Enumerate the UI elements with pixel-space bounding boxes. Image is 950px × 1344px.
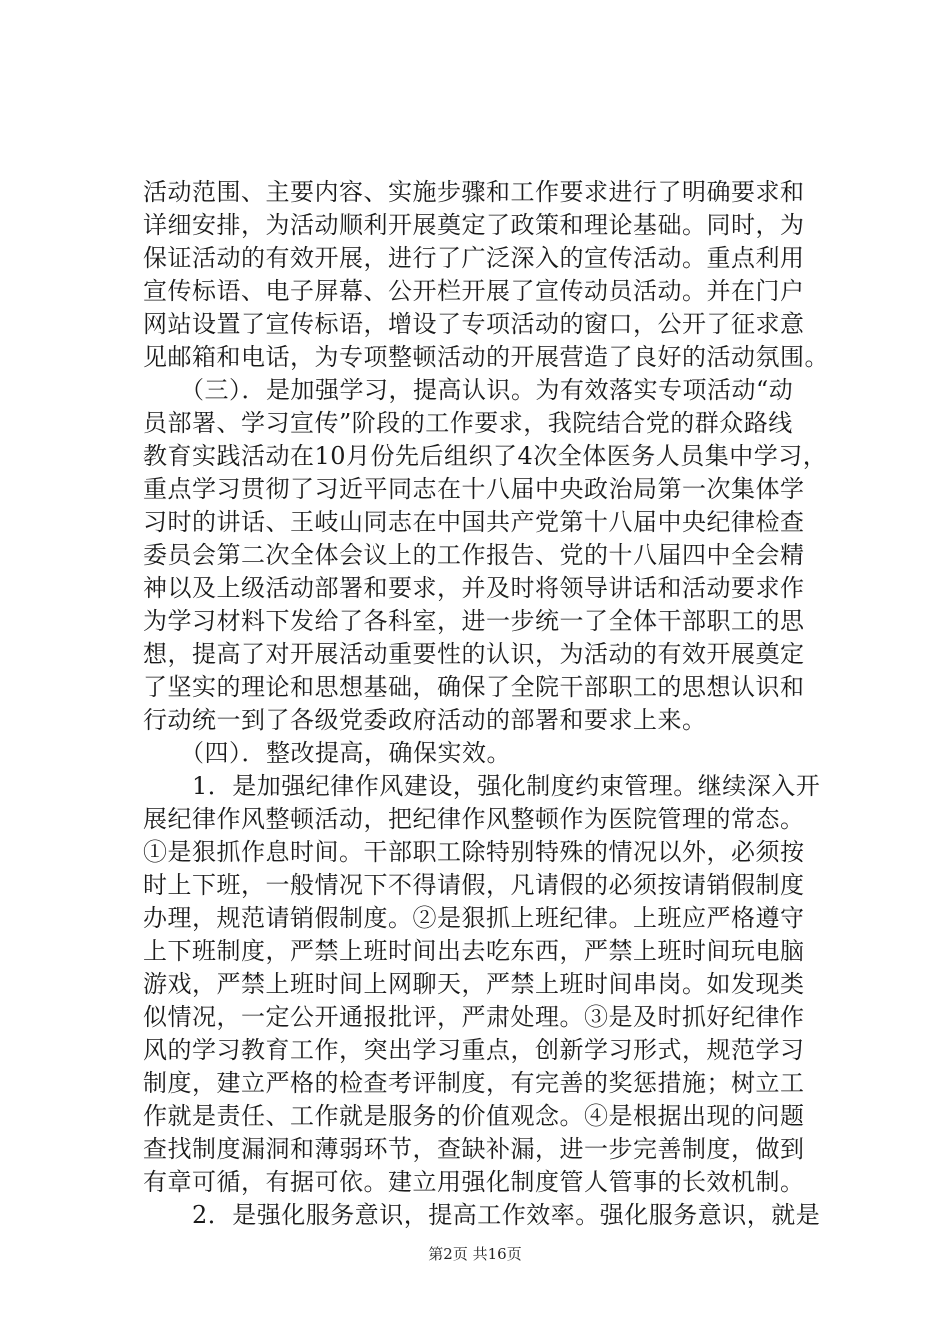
text-line: 习时的讲话、王岐山同志在中国共产党第十八届中央纪律检查 [143, 508, 805, 536]
text-line: 行动统一到了各级党委政府活动的部署和要求上来。 [143, 706, 707, 734]
text-line: 游戏，严禁上班时间上网聊天，严禁上班时间串岗。如发现类 [143, 970, 805, 998]
text-line: 1．是加强纪律作风建设，强化制度约束管理。继续深入开 [143, 772, 821, 800]
text-line: 上下班制度，严禁上班时间出去吃东西，严禁上班时间玩电脑 [143, 937, 805, 965]
text-line: 员部署、学习宣传”阶段的工作要求，我院结合党的群众路线 [143, 409, 793, 437]
page-footer [0, 1244, 950, 1264]
text-line: 宣传标语、电子屏幕、公开栏开展了宣传动员活动。并在门户 [143, 277, 805, 305]
text-line: 似情况，一定公开通报批评，严肃处理。③是及时抓好纪律作 [143, 1003, 805, 1031]
text-line: 神以及上级活动部署和要求，并及时将领导讲话和活动要求作 [143, 574, 805, 602]
paragraph-publicity [143, 176, 829, 374]
text-line: 重点学习贯彻了习近平同志在十八届中央政治局第一次集体学 [143, 475, 805, 503]
text-line: 办理，规范请销假制度。②是狠抓上班纪律。上班应严格遵守 [143, 904, 805, 932]
text-line: （四）．整改提高，确保实效。 [143, 739, 511, 767]
text-line: 风的学习教育工作，突出学习重点，创新学习形式，规范学习 [143, 1036, 805, 1064]
text-line: 查找制度漏洞和薄弱环节，查缺补漏，进一步完善制度，做到 [143, 1135, 805, 1163]
text-line: 教育实践活动在10月份先后组织了4次全体医务人员集中学习， [143, 442, 828, 470]
paragraph-study-and-rectification [143, 374, 828, 1232]
text-line: 想，提高了对开展活动重要性的认识，为活动的有效开展奠定 [143, 640, 805, 668]
text-line: 见邮箱和电话，为专项整顿活动的开展营造了良好的活动氛围。 [143, 343, 829, 371]
text-line: 活动范围、主要内容、实施步骤和工作要求进行了明确要求和 [143, 178, 805, 206]
text-line: 保证活动的有效开展，进行了广泛深入的宣传活动。重点利用 [143, 244, 805, 272]
text-line: 了坚实的理论和思想基础，确保了全院干部职工的思想认识和 [143, 673, 805, 701]
text-line: 详细安排，为活动顺利开展奠定了政策和理论基础。同时，为 [143, 211, 805, 239]
page-number: 第2页 共16页 [428, 1245, 522, 1263]
text-line: 有章可循，有据可依。建立用强化制度管人管事的长效机制。 [143, 1168, 805, 1196]
text-line: ①是狠抓作息时间。干部职工除特别特殊的情况以外，必须按 [143, 838, 805, 866]
text-line: 时上下班，一般情况下不得请假，凡请假的必须按请销假制度 [143, 871, 805, 899]
text-line: 作就是责任、工作就是服务的价值观念。④是根据出现的问题 [143, 1102, 805, 1130]
text-line: （三）．是加强学习，提高认识。为有效落实专项活动“动 [143, 376, 794, 404]
text-line: 委员会第二次全体会议上的工作报告、党的十八届四中全会精 [143, 541, 805, 569]
text-line: 展纪律作风整顿活动，把纪律作风整顿作为医院管理的常态。 [143, 805, 805, 833]
text-line: 2．是强化服务意识，提高工作效率。强化服务意识，就是 [143, 1201, 821, 1229]
text-line: 为学习材料下发给了各科室，进一步统一了全体干部职工的思 [143, 607, 805, 635]
text-line: 制度，建立严格的检查考评制度，有完善的奖惩措施；树立工 [143, 1069, 805, 1097]
text-line: 网站设置了宣传标语，增设了专项活动的窗口，公开了征求意 [143, 310, 805, 338]
